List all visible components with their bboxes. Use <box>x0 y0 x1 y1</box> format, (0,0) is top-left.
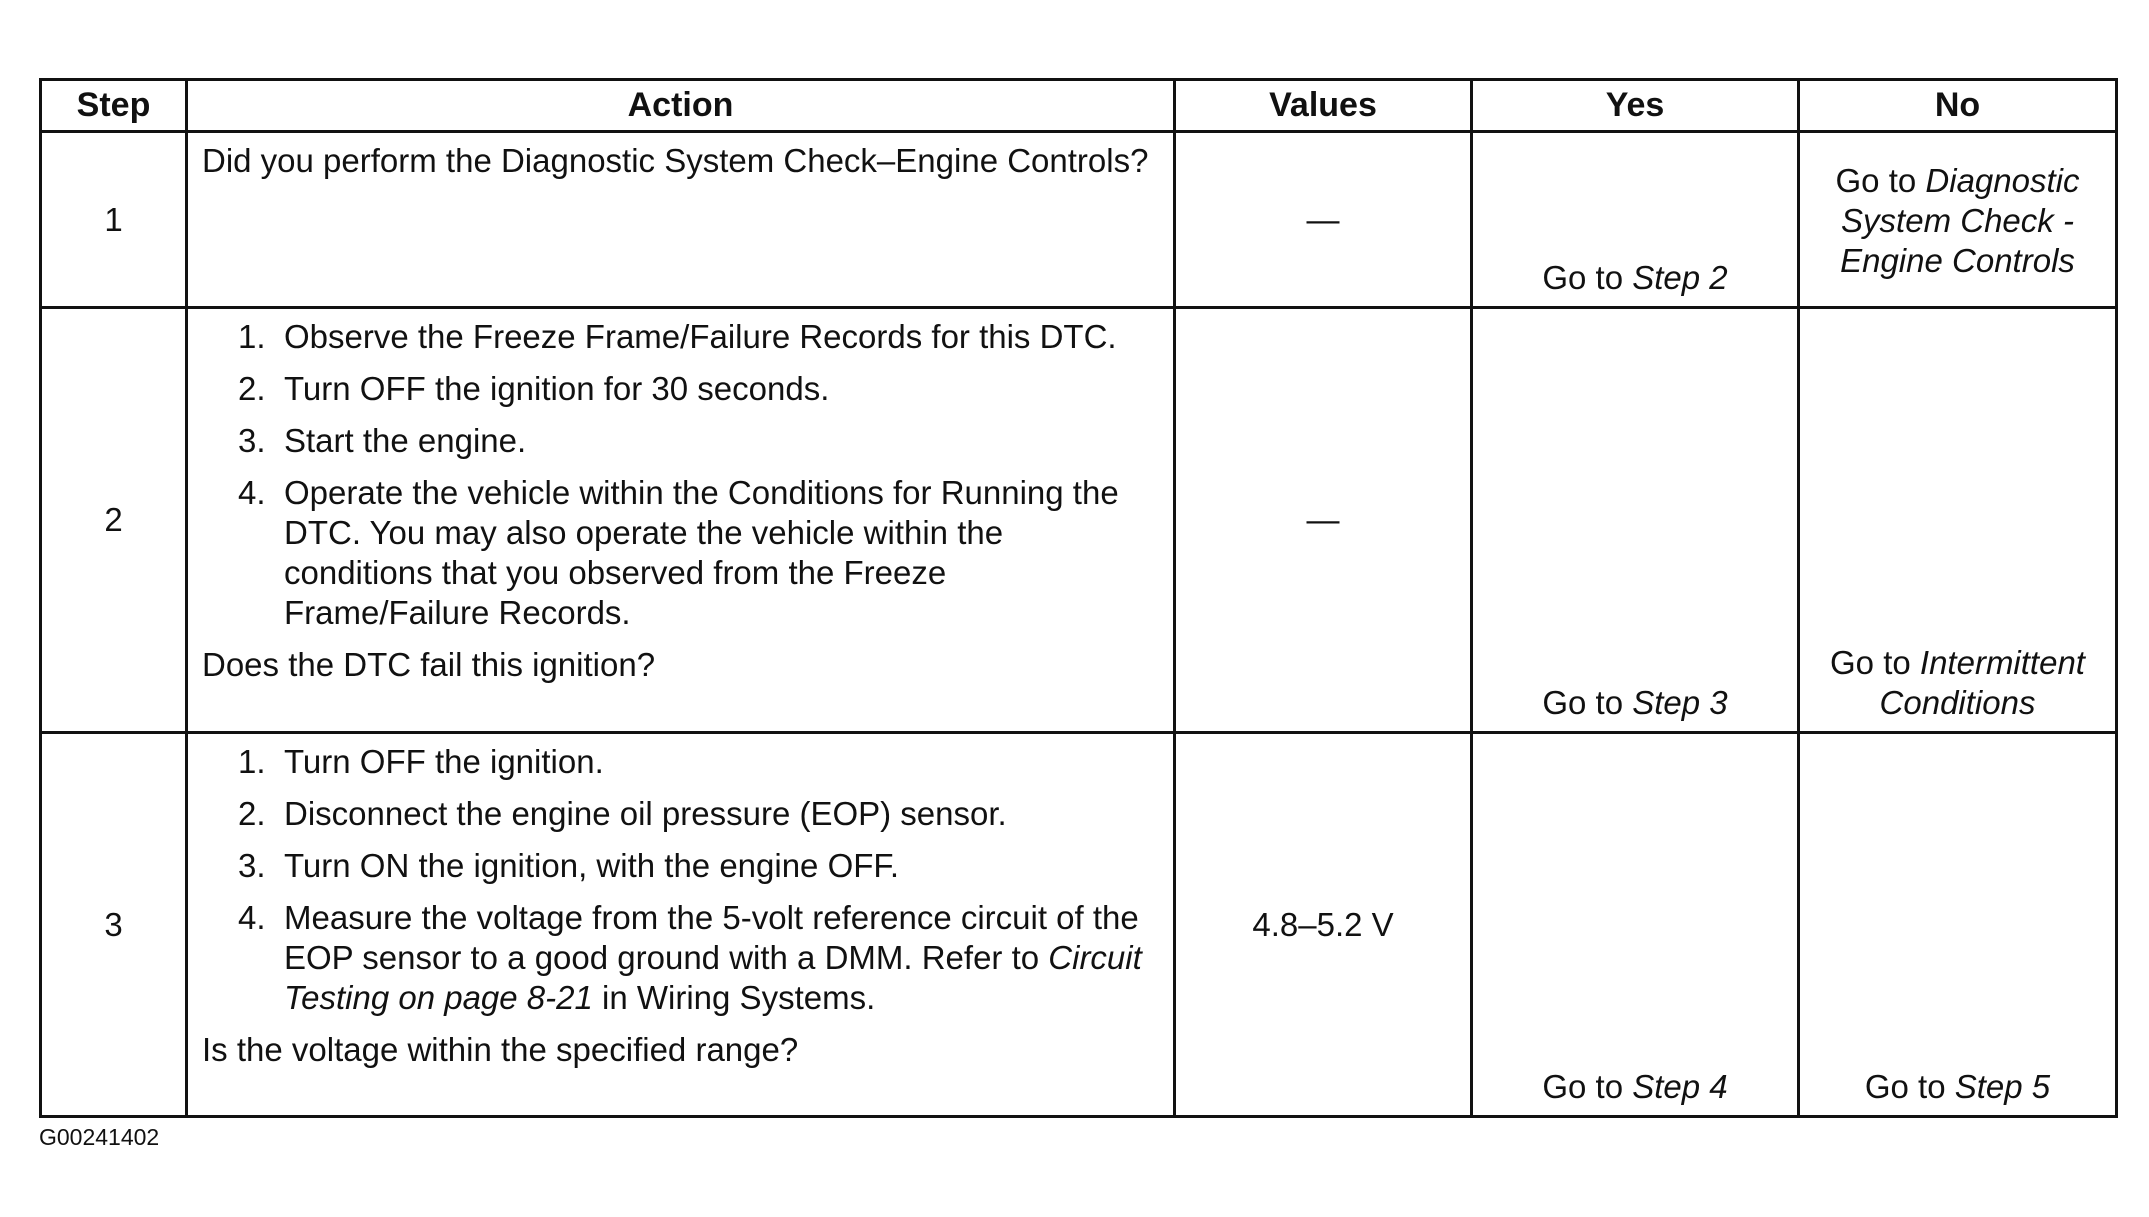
list-item <box>202 317 1159 357</box>
list-item-text: Measure the voltage from the 5-volt reference circuit of the EOP sensor to a good ground with a DMM. Refer to <box>284 899 1139 976</box>
action-question: Is the voltage within the specified range? <box>202 1031 799 1068</box>
list-number: 2. <box>238 370 266 407</box>
diagnostic-table <box>39 78 2118 1118</box>
header-no: No <box>1799 80 2117 132</box>
list-number: 1. <box>238 318 266 355</box>
table-header-row <box>41 80 2117 132</box>
yes-cell <box>1472 733 1799 1117</box>
list-item-suffix: in Wiring Systems. <box>592 979 876 1016</box>
step-number: 1 <box>41 132 187 308</box>
no-prefix: Go to <box>1830 644 1920 681</box>
list-item <box>202 742 1159 782</box>
action-cell <box>187 132 1175 308</box>
list-number: 3. <box>238 422 266 459</box>
values-cell: 4.8–5.2 V <box>1175 733 1472 1117</box>
yes-step-link: Step 3 <box>1632 684 1728 721</box>
list-item <box>202 473 1159 633</box>
action-steps-list <box>202 742 1159 1018</box>
action-steps-list <box>202 317 1159 633</box>
list-number: 3. <box>238 847 266 884</box>
yes-step-link: Step 4 <box>1632 1068 1728 1105</box>
no-cell <box>1799 132 2117 308</box>
yes-prefix: Go to <box>1542 684 1633 721</box>
table-row <box>41 132 2117 308</box>
list-number: 2. <box>238 795 266 832</box>
list-item-text: Disconnect the engine oil pressure (EOP) sensor. <box>284 795 1007 832</box>
values-cell: — <box>1175 308 1472 733</box>
list-item <box>202 794 1159 834</box>
no-cell <box>1799 308 2117 733</box>
no-cell <box>1799 733 2117 1117</box>
header-yes: Yes <box>1472 80 1799 132</box>
table-row <box>41 308 2117 733</box>
step-number: 2 <box>41 308 187 733</box>
no-prefix: Go to <box>1835 162 1926 199</box>
yes-prefix: Go to <box>1542 259 1633 296</box>
header-values: Values <box>1175 80 1472 132</box>
yes-cell <box>1472 132 1799 308</box>
circuit-testing-reference: Circuit Testing on page 8-21 <box>284 939 1142 1016</box>
yes-prefix: Go to <box>1542 1068 1633 1105</box>
list-item-text: Observe the Freeze Frame/Failure Records for this DTC. <box>284 318 1117 355</box>
list-item-text: Turn ON the ignition, with the engine OFF. <box>284 847 900 884</box>
no-prefix: Go to <box>1864 1068 1955 1105</box>
no-step-link: Step 5 <box>1954 1068 2051 1105</box>
no-step-link: Diagnostic System Check - Engine Controls <box>1840 162 2080 279</box>
header-step: Step <box>41 80 187 132</box>
list-item <box>202 421 1159 461</box>
list-item-text: Turn OFF the ignition for 30 seconds. <box>284 370 830 407</box>
list-number: 4. <box>238 474 266 511</box>
header-action: Action <box>187 80 1175 132</box>
table-row <box>41 733 2117 1117</box>
no-step-link: Intermittent Conditions <box>1879 644 2085 721</box>
values-cell: — <box>1175 132 1472 308</box>
action-question: Did you perform the Diagnostic System Check–Engine Controls? <box>202 142 1149 179</box>
list-item <box>202 898 1159 1018</box>
list-item-text: Turn OFF the ignition. <box>284 743 604 780</box>
step-number: 3 <box>41 733 187 1117</box>
action-question: Does the DTC fail this ignition? <box>202 646 656 683</box>
list-number: 4. <box>238 899 266 936</box>
list-item-text: Operate the vehicle within the Conditions for Running the DTC. You may also operate the vehicle within the conditions that you observed from the Freeze Frame/Failure Records. <box>284 474 1119 631</box>
list-item <box>202 846 1159 886</box>
list-number: 1. <box>238 743 266 780</box>
list-item-text: Start the engine. <box>284 422 527 459</box>
action-cell <box>187 733 1175 1117</box>
action-cell <box>187 308 1175 733</box>
yes-step-link: Step 2 <box>1632 259 1728 296</box>
list-item <box>202 369 1159 409</box>
yes-cell <box>1472 308 1799 733</box>
figure-caption: G00241402 <box>39 1124 160 1150</box>
